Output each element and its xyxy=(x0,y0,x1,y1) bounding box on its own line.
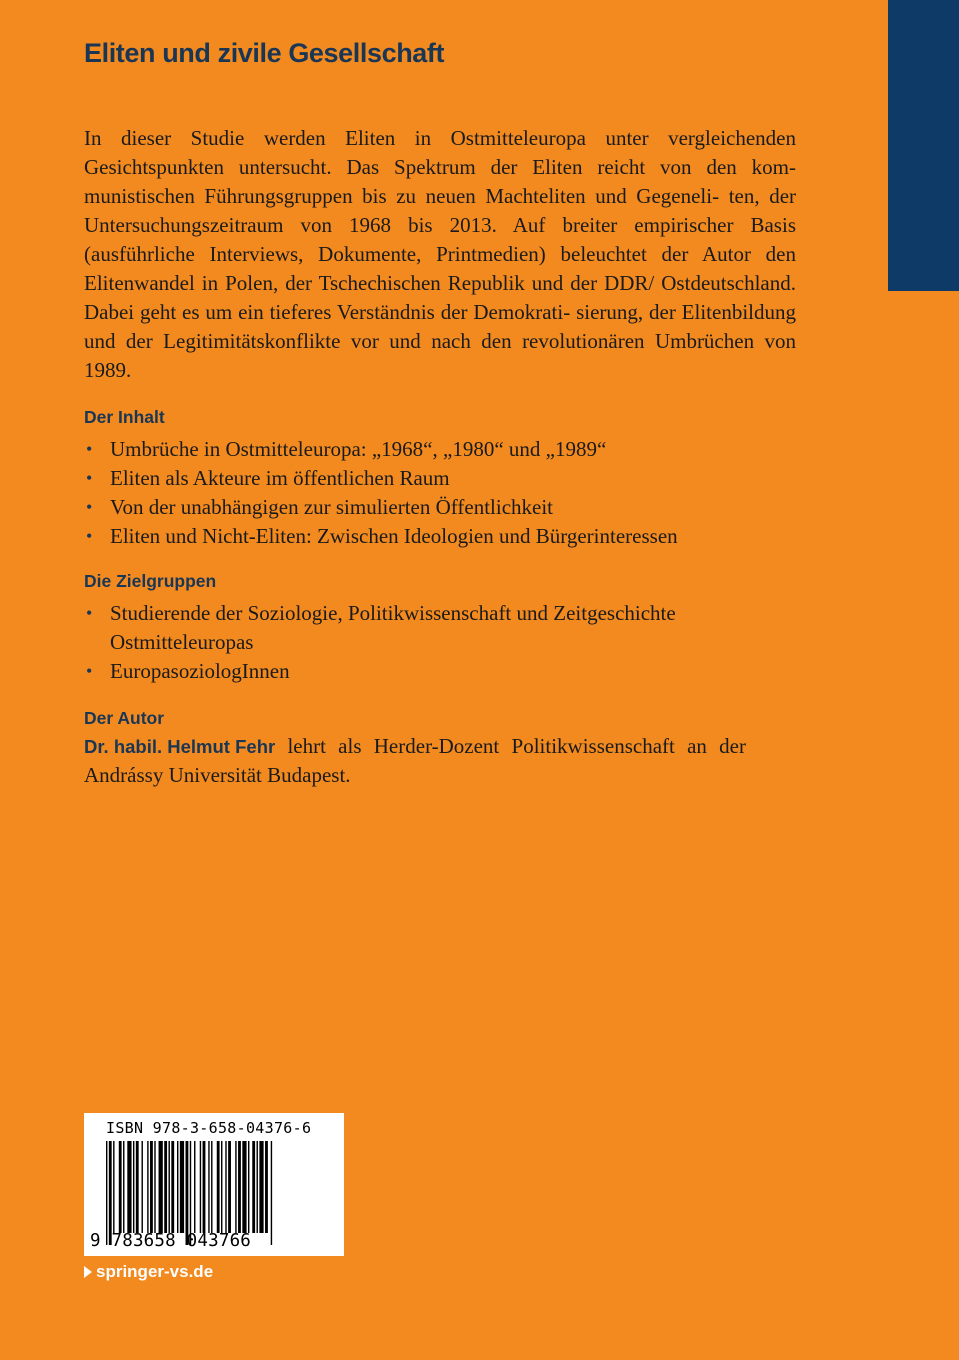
barcode-bar xyxy=(123,1141,124,1233)
description-line: Autor den Elitenwandel in Polen, der Tschechischen Republik und der DDR/ xyxy=(84,242,797,295)
description-line: Ostdeutschland. Dabei geht es um ein tieferes Verständnis der Demokrati- xyxy=(84,271,796,324)
barcode-bar xyxy=(200,1141,201,1233)
barcode-bar xyxy=(190,1141,191,1245)
barcode-bar xyxy=(109,1141,112,1245)
barcode-bar xyxy=(203,1141,206,1233)
barcode-bar xyxy=(133,1141,134,1233)
accent-bar xyxy=(888,0,959,291)
barcode-bar xyxy=(177,1141,178,1233)
author-bio xyxy=(84,732,796,790)
isbn-barcode xyxy=(84,1113,344,1256)
author-name: Dr. habil. Helmut Fehr xyxy=(84,736,276,757)
description-line: In dieser Studie werden Eliten in Ostmitteleuropa unter vergleichenden xyxy=(84,126,796,150)
barcode-bar xyxy=(164,1141,167,1233)
author-bio-line: Andrássy Universität Budapest. xyxy=(84,763,351,787)
barcode-bar xyxy=(194,1141,195,1233)
barcode-bar xyxy=(271,1141,272,1245)
publisher-link[interactable] xyxy=(84,1262,213,1282)
publisher-label: springer-vs.de xyxy=(96,1262,214,1281)
barcode-bar xyxy=(106,1141,107,1245)
list-item: • Von der unabhängigen zur simulierten Öffentlichkeit xyxy=(84,493,796,522)
barcode-bar xyxy=(242,1141,246,1233)
barcode-bar xyxy=(259,1141,263,1233)
barcode-bar xyxy=(238,1141,241,1233)
description-line: sierung, der Elitenbildung und der Legitimitätskonflikte vor und nach den xyxy=(84,300,796,353)
barcode-bar xyxy=(154,1141,155,1233)
section-heading-zielgruppen: Die Zielgruppen xyxy=(84,571,217,591)
description-paragraph xyxy=(84,124,796,385)
barcode-bar xyxy=(208,1141,209,1233)
barcode-bar xyxy=(221,1141,222,1233)
description-line: Basis (ausführliche Interviews, Dokumente, Printmedien) beleuchtet der xyxy=(84,213,796,266)
barcode-bar xyxy=(228,1141,231,1233)
author-bio-line: lehrt als Herder-Dozent Politikwissenschaft an der xyxy=(275,734,746,758)
list-item: • Studierende der Soziologie, Politikwissenschaft und Zeitgeschichte Ostmitteleuropas xyxy=(84,599,796,657)
description-line: ten, der Untersuchungszeitraum von 1968 bis 2013. Auf breiter empirischer xyxy=(84,184,797,237)
list-item: • Eliten als Akteure im öffentlichen Raum xyxy=(84,464,796,493)
barcode-bar xyxy=(136,1141,139,1233)
section-heading-autor: Der Autor xyxy=(84,708,165,728)
barcode-bar xyxy=(113,1141,114,1233)
barcode-bar xyxy=(159,1141,163,1233)
description-line: Gesichtspunkten untersucht. Das Spektrum der Eliten reicht von den kom- xyxy=(84,155,796,179)
list-item: • Eliten und Nicht-Eliten: Zwischen Ideologien und Bürgerinteressen xyxy=(84,522,796,551)
barcode-bar xyxy=(147,1141,148,1233)
list-item: • EuropasoziologInnen xyxy=(84,657,796,686)
isbn-label: ISBN 978-3-658-04376-6 xyxy=(106,1119,312,1137)
barcode-bar xyxy=(186,1141,189,1245)
barcode-bar xyxy=(211,1141,212,1233)
barcode-bar xyxy=(150,1141,153,1233)
description-line: munistischen Führungsgruppen bis zu neuen Machteliten und Gegeneli- xyxy=(84,184,720,208)
back-cover-content xyxy=(84,124,796,790)
barcode-bar xyxy=(252,1141,255,1233)
arrow-right-icon xyxy=(84,1266,92,1278)
barcode-bar xyxy=(119,1141,122,1233)
barcode-bar xyxy=(127,1141,131,1233)
barcode-bar xyxy=(168,1141,169,1233)
barcode-bar xyxy=(257,1141,258,1233)
barcode-bar xyxy=(171,1141,174,1233)
barcode-bar xyxy=(248,1141,249,1233)
barcode-digits: 9 783658 043766 xyxy=(90,1231,252,1251)
list-item: • Umbrüche in Ostmitteleuropa: „1968“, „1980“ und „1989“ xyxy=(84,435,796,464)
barcode-bar xyxy=(180,1141,184,1233)
barcode-bar xyxy=(235,1141,236,1233)
barcode-bar xyxy=(217,1141,220,1233)
section-heading-inhalt: Der Inhalt xyxy=(84,407,165,427)
book-title: Eliten und zivile Gesellschaft xyxy=(84,38,445,68)
description-line: revolutionären Umbrüchen von 1989. xyxy=(84,329,797,382)
zielgruppen-list xyxy=(84,599,796,686)
inhalt-list xyxy=(84,435,796,551)
barcode-bar xyxy=(265,1141,268,1233)
barcode-bar xyxy=(225,1141,226,1233)
barcode-bar xyxy=(142,1141,143,1233)
